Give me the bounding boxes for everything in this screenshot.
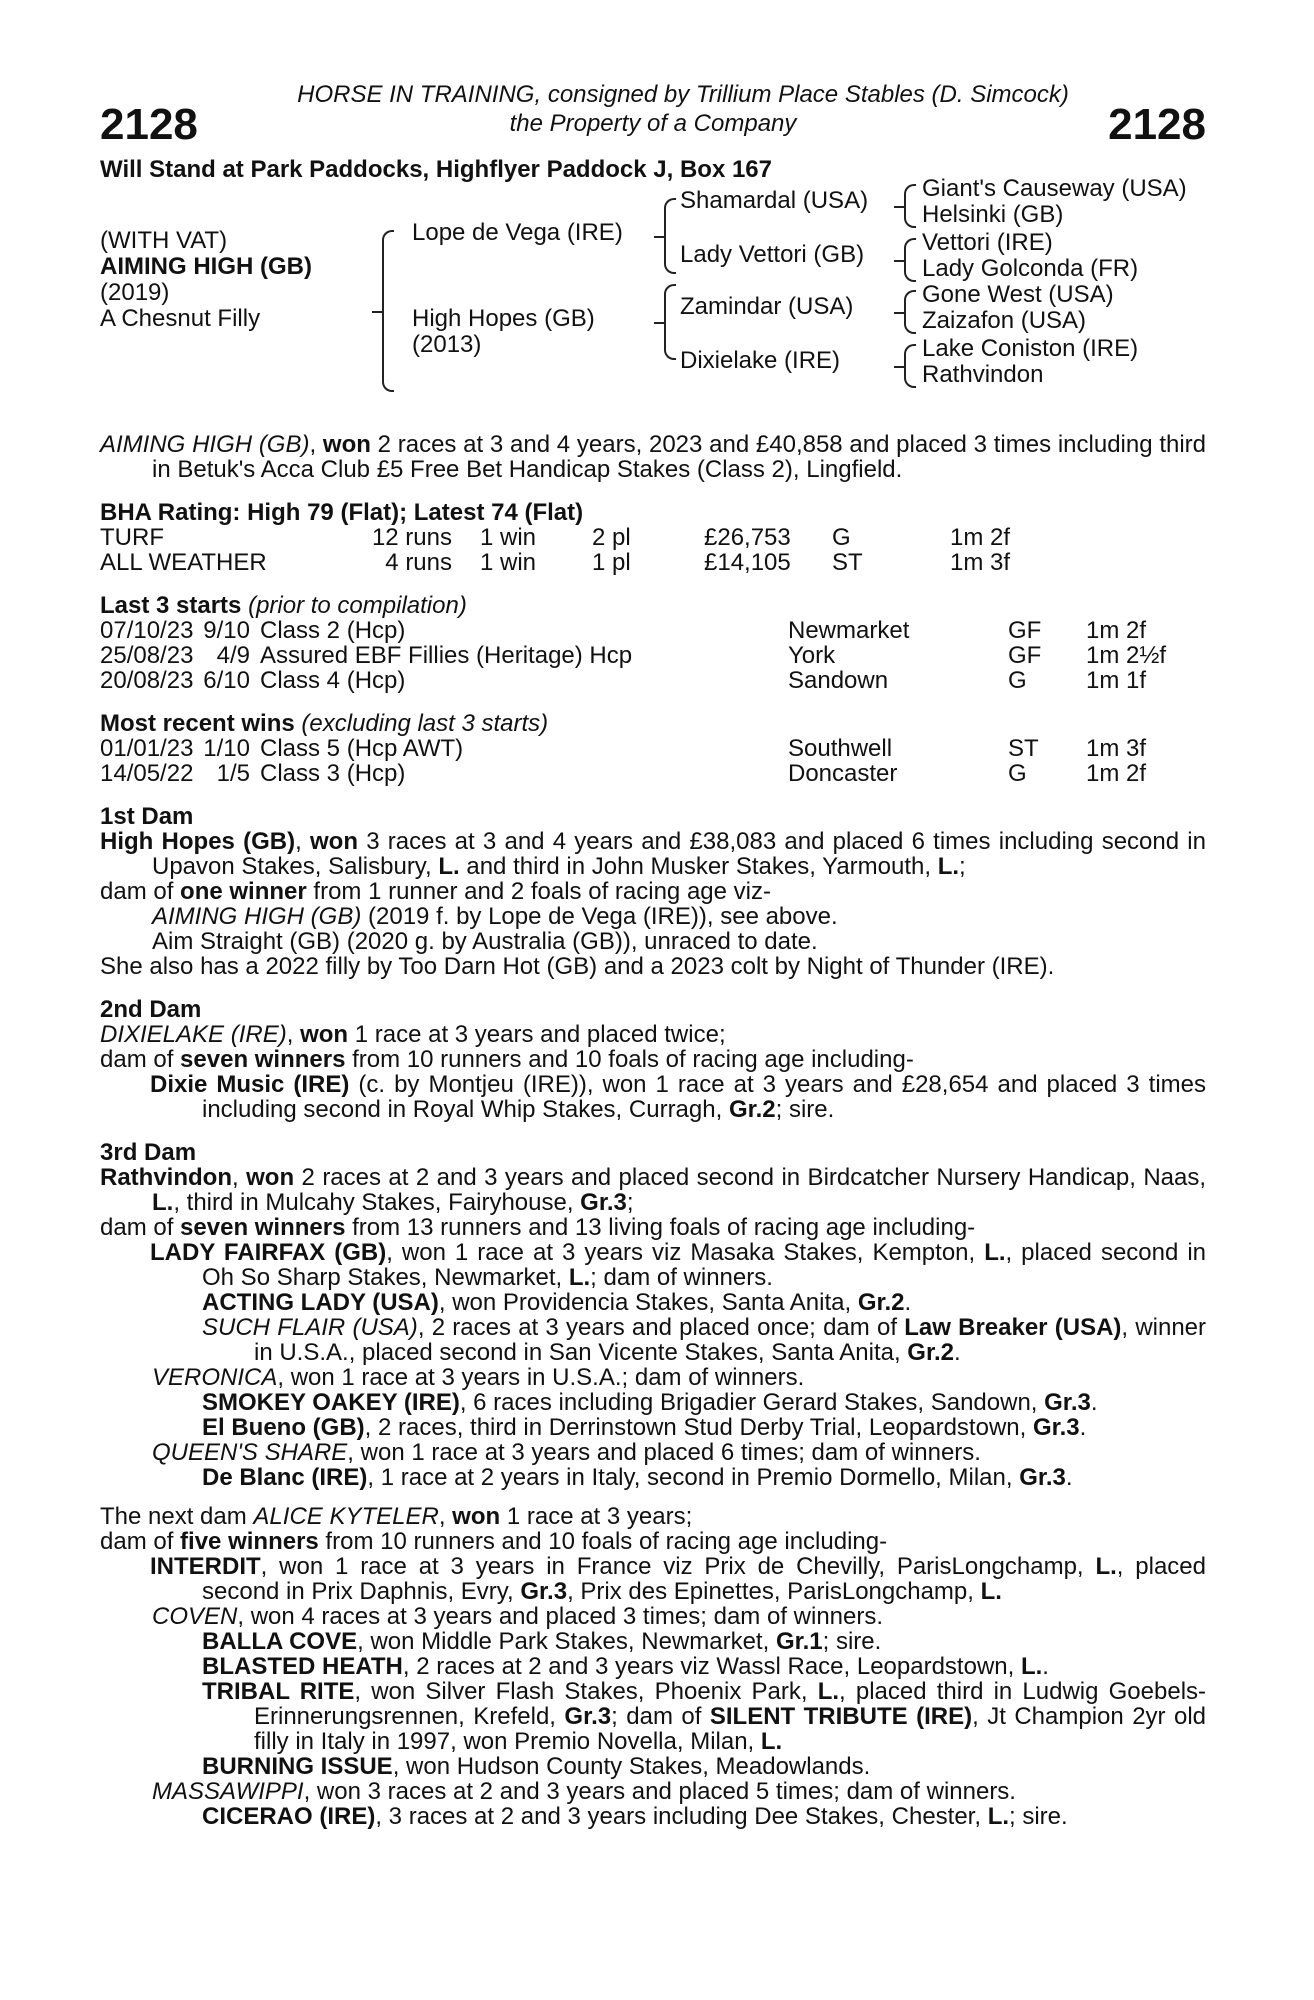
position-cell: 9/10 xyxy=(203,617,250,644)
dam-dam: Dixielake (IRE) xyxy=(680,347,841,374)
going-cell: GF xyxy=(1008,642,1042,669)
race-cell: Assured EBF Fillies (Heritage) Hcp xyxy=(260,642,633,669)
produce-entry xyxy=(100,1465,1206,1490)
produce-entry xyxy=(100,1072,1206,1122)
date-cell: 01/01/23 xyxy=(100,735,194,762)
produce-entry xyxy=(100,1415,1206,1440)
race-cell: Class 2 (Hcp) xyxy=(260,617,406,644)
text: 3 races at 3 and 4 years and £38,083 and placed 6 times including xyxy=(357,828,1094,855)
text: , placed xyxy=(1005,1239,1092,1266)
third-dam-section xyxy=(100,1140,1206,1490)
rating-heading: BHA Rating: High 79 (Flat); Latest 74 (Flat) xyxy=(100,499,584,526)
produce-name: BLASTED HEATH xyxy=(202,1653,403,1680)
text: , xyxy=(295,828,310,855)
grandparent-7: Lake Coniston (IRE) xyxy=(922,335,1139,362)
race-cell: Class 3 (Hcp) xyxy=(260,760,406,787)
text: . xyxy=(1065,1464,1073,1491)
recent-wins-table xyxy=(100,736,1146,786)
dam-record xyxy=(100,1022,1206,1047)
group-mark: Gr.2 xyxy=(907,1339,954,1366)
listed-mark: L. xyxy=(1020,1653,1043,1680)
text: dam of xyxy=(100,1046,181,1073)
text: Handicap, Naas, xyxy=(1027,1164,1207,1191)
section-heading: 1st Dam xyxy=(100,803,194,830)
group-mark: Gr.3 xyxy=(1019,1464,1066,1491)
runs-cell: 4 runs xyxy=(385,549,452,576)
text: , winner in U.S.A., placed second in San Vicente Stakes, Santa Anita, xyxy=(254,1314,1207,1366)
recent-wins-note: (excluding last 3 starts) xyxy=(301,710,549,737)
distance-cell: 1m 2f xyxy=(1086,617,1147,644)
property-line: the Property of a Company xyxy=(509,110,797,137)
table-row xyxy=(100,736,1146,761)
summary-won: won xyxy=(322,431,371,458)
produce-name: Law Breaker xyxy=(904,1314,1048,1341)
recent-wins-section xyxy=(100,711,1206,786)
text: , won Silver Flash Stakes, Phoenix Park, xyxy=(354,1678,818,1705)
dam-name: ALICE KYTELER xyxy=(253,1503,439,1530)
surface-cell: ALL WEATHER xyxy=(100,549,267,576)
section-heading: 2nd Dam xyxy=(100,996,202,1023)
winners-count: one winner xyxy=(180,878,307,905)
dam-year: (2013) xyxy=(412,331,482,358)
text: (2019 f. by Lope de Vega (IRE)), see above. xyxy=(361,903,838,930)
catalogue-page xyxy=(100,82,1206,1829)
last-starts-section xyxy=(100,593,1206,693)
course-cell: Sandown xyxy=(788,667,889,694)
prize-cell: £26,753 xyxy=(704,524,791,551)
text: , xyxy=(286,1021,301,1048)
produce-entry xyxy=(100,1654,1206,1679)
text: ; sire. xyxy=(1009,1803,1068,1830)
going-cell: ST xyxy=(1008,735,1039,762)
text: , won 1 race at 3 years and placed 6 times; dam of winners. xyxy=(347,1439,981,1466)
summary-text: 2 races at 3 and 4 years, 2023 and £40,858 and placed 3 times xyxy=(370,431,1052,458)
pedigree-brace xyxy=(904,184,916,228)
listed-mark: L. xyxy=(980,1578,1002,1605)
listed-mark: L. xyxy=(1095,1553,1117,1580)
going-cell: G xyxy=(832,524,851,551)
course-cell: Newmarket xyxy=(788,617,910,644)
text: dam of xyxy=(100,1214,181,1241)
text: from 13 runners and 13 living foals of racing age including- xyxy=(345,1214,976,1241)
text: , Jt xyxy=(972,1703,1006,1730)
text: second in Oh So Sharp Stakes, Newmarket, xyxy=(202,1239,1207,1291)
listed-mark: L. xyxy=(817,1678,840,1705)
produce-name: CICERAO (IRE) xyxy=(202,1803,376,1830)
won-label: won xyxy=(246,1164,295,1191)
group-mark: Gr.3 xyxy=(1044,1389,1091,1416)
text: . xyxy=(954,1339,961,1366)
text: ; sire. xyxy=(775,1096,835,1123)
text: ; xyxy=(959,853,966,880)
pedigree-table xyxy=(100,175,1206,394)
produce-entry xyxy=(100,1754,1206,1779)
produce-note: She also has a 2022 filly by Too Darn Hot (GB) and a 2023 colt by Night of Thunder (IRE). xyxy=(100,953,1055,980)
text: placed second in Prix Daphnis, Evry, xyxy=(202,1553,1206,1605)
group-mark: Gr.3 xyxy=(580,1189,627,1216)
text: ; sire. xyxy=(822,1628,882,1655)
date-cell: 07/10/23 xyxy=(100,617,194,644)
dam-sire: Zamindar (USA) xyxy=(680,293,854,320)
text: , xyxy=(1116,1553,1124,1580)
dam-record xyxy=(100,1165,1206,1215)
last-starts-heading xyxy=(100,593,1206,618)
vat-note: (WITH VAT) xyxy=(100,227,228,254)
text: times including second in Royal Whip Stakes, Curragh, xyxy=(202,1071,1206,1123)
produce-name: QUEEN'S SHARE xyxy=(152,1439,348,1466)
wins-cell: 1 win xyxy=(480,549,537,576)
winners-count: seven winners xyxy=(180,1046,346,1073)
pedigree-brace xyxy=(904,344,916,388)
position-cell: 4/9 xyxy=(216,642,250,669)
group-mark: Gr.3 xyxy=(520,1578,568,1605)
pedigree-brace xyxy=(904,238,916,282)
wins-cell: 1 win xyxy=(480,524,537,551)
summary-horse-name: AIMING HIGH (GB) xyxy=(100,431,310,458)
text: . xyxy=(904,1289,912,1316)
lot-header xyxy=(100,100,1206,151)
produce-name: AIMING HIGH (GB) xyxy=(152,903,362,930)
produce-name: VERONICA xyxy=(152,1364,278,1391)
produce-summary xyxy=(100,1215,1206,1240)
grandparent-1: Giant's Causeway (USA) xyxy=(922,175,1187,202)
distance-cell: 1m 2f xyxy=(1086,760,1147,787)
produce-summary xyxy=(100,879,1206,904)
text: 2 races at 2 and 3 years and placed second in Birdcatcher Nursery xyxy=(294,1164,1021,1191)
group-mark: Gr.2 xyxy=(857,1289,905,1316)
produce-name: MASSAWIPPI xyxy=(152,1778,304,1805)
date-cell: 25/08/23 xyxy=(100,642,194,669)
position-cell: 1/5 xyxy=(216,760,250,787)
listed-mark: L. xyxy=(438,853,460,880)
dam-name: DIXIELAKE (IRE) xyxy=(100,1021,287,1048)
distance-cell: 1m 3f xyxy=(1086,735,1147,762)
text: , won 1 race at 3 years viz Masaka Stakes, Kempton, xyxy=(386,1239,985,1266)
going-cell: GF xyxy=(1008,617,1042,644)
winners-count: seven winners xyxy=(180,1214,346,1241)
grandparent-8: Rathvindon xyxy=(922,361,1044,388)
text: , third in Mulcahy Stakes, Fairyhouse, xyxy=(173,1189,581,1216)
going-cell: G xyxy=(1008,760,1027,787)
places-cell: 1 pl xyxy=(592,549,631,576)
section-heading: 3rd Dam xyxy=(100,1139,197,1166)
dam-name: High Hopes (GB) xyxy=(100,828,296,855)
race-cell: Class 4 (Hcp) xyxy=(260,667,406,694)
text: from 1 runner and 2 foals of racing age viz- xyxy=(306,878,771,905)
produce-entry xyxy=(100,1390,1206,1415)
listed-mark: L. xyxy=(568,1264,591,1291)
produce-entry xyxy=(100,904,1206,929)
stand-location: Will Stand at Park Paddocks, Highflyer Paddock J, Box 167 xyxy=(100,156,772,183)
distance-cell: 1m 2½f xyxy=(1086,642,1167,669)
produce-name: BURNING ISSUE xyxy=(202,1753,393,1780)
produce-entry xyxy=(100,1679,1206,1754)
course-cell: York xyxy=(788,642,836,669)
grandparent-3: Vettori (IRE) xyxy=(922,229,1053,256)
produce-entry xyxy=(100,1290,1206,1315)
produce-name: De Blanc (IRE) xyxy=(202,1464,368,1491)
recent-wins-heading xyxy=(100,711,1206,736)
listed-mark: L. xyxy=(937,853,960,880)
surface-cell: TURF xyxy=(100,524,164,551)
text: from 10 runners and 10 foals of racing age including- xyxy=(318,1528,888,1555)
text: , 2 races at 3 years and placed once; dam of xyxy=(417,1314,905,1341)
text: The next dam xyxy=(100,1503,254,1530)
listed-mark: L. xyxy=(987,1803,1010,1830)
pedigree-brace xyxy=(904,290,916,334)
produce-name: BALLA COVE xyxy=(202,1628,358,1655)
table-row xyxy=(100,525,1010,550)
produce-entry xyxy=(100,1779,1206,1804)
won-label: won xyxy=(300,1021,349,1048)
sire-dam: Lady Vettori (GB) xyxy=(680,241,865,268)
table-row xyxy=(100,550,1010,575)
going-cell: G xyxy=(1008,667,1027,694)
first-dam-section xyxy=(100,804,1206,979)
position-cell: 1/10 xyxy=(203,735,250,762)
text: , Prix des Epinettes, ParisLongchamp, xyxy=(567,1578,981,1605)
table-row xyxy=(100,761,1146,786)
text: and third in John Musker Stakes, Yarmouth, xyxy=(459,853,938,880)
produce-entry: Aim Straight (GB) (2020 g. by Australia (GB)), unraced to date. xyxy=(152,928,818,955)
pedigree-brace xyxy=(664,284,676,360)
produce-name: SUCH FLAIR (USA) xyxy=(202,1314,418,1341)
produce-name: SILENT TRIBUTE (IRE) xyxy=(709,1703,973,1730)
prize-cell: £14,105 xyxy=(704,549,791,576)
text: . xyxy=(1079,1414,1087,1441)
foaling-year: (2019) xyxy=(100,279,170,306)
text: , won 1 race at 3 years in U.S.A.; dam of winners. xyxy=(277,1364,805,1391)
sire: Lope de Vega (IRE) xyxy=(412,219,623,246)
produce-entry xyxy=(100,1629,1206,1654)
text: , xyxy=(438,1503,453,1530)
winners-count: five winners xyxy=(180,1528,319,1555)
grandparent-2: Helsinki (GB) xyxy=(922,201,1064,228)
text: from 10 runners and 10 foals of racing age including- xyxy=(345,1046,914,1073)
text: Goebels-Erinnerungsrennen, Krefeld, xyxy=(254,1678,1207,1730)
produce-entry xyxy=(100,1240,1206,1290)
produce-name: INTERDIT xyxy=(150,1553,261,1580)
text: 1 race at 3 years; xyxy=(500,1503,693,1530)
group-mark: Gr.2 xyxy=(728,1096,776,1123)
race-cell: Class 5 (Hcp AWT) xyxy=(260,735,464,762)
text: (c. by Montjeu (IRE)), won 1 race at 3 years and £28,654 and placed 3 xyxy=(349,1071,1140,1098)
going-cell: ST xyxy=(832,549,863,576)
text: ; dam of xyxy=(611,1703,710,1730)
won-label: won xyxy=(309,828,358,855)
sire-sire: Shamardal (USA) xyxy=(680,187,869,214)
dam-record xyxy=(100,829,1206,879)
produce-entry xyxy=(100,1554,1206,1604)
grandparent-6: Zaizafon (USA) xyxy=(922,307,1087,334)
race-summary: AIMING HIGH (GB), won 2 races at 3 and 4 years, 2023 and £40,858 and placed 3 times including third in Betuk's Acca Club £5 Free Bet Handicap Stakes (Class 2), Lingfield. xyxy=(100,431,1207,483)
group-mark: Gr.3 xyxy=(1032,1414,1080,1441)
table-row xyxy=(100,643,1166,668)
course-cell: Southwell xyxy=(788,735,893,762)
text: , 2 races, third in Derrinstown Stud Derby Trial, Leopardstown, xyxy=(364,1414,1033,1441)
course-cell: Doncaster xyxy=(788,760,898,787)
produce-entry xyxy=(100,1440,1206,1465)
produce-entry xyxy=(100,1315,1206,1365)
won-label: won xyxy=(452,1503,501,1530)
text: . xyxy=(1090,1389,1098,1416)
date-cell: 14/05/22 xyxy=(100,760,194,787)
dam-name: Rathvindon xyxy=(100,1164,232,1191)
last-starts-title: Last 3 starts xyxy=(100,592,242,619)
produce-name: TRIBAL RITE xyxy=(202,1678,355,1705)
horse-description: A Chesnut Filly xyxy=(100,305,261,332)
places-cell: 2 pl xyxy=(592,524,631,551)
pedigree-brace xyxy=(664,198,676,274)
date-cell: 20/08/23 xyxy=(100,667,194,694)
text: , 1 race at 2 years in Italy, second in Premio Dormello, Milan, xyxy=(367,1464,1020,1491)
text: , 6 races including Brigadier Gerard Stakes, Sandown, xyxy=(459,1389,1045,1416)
text: , won Middle Park Stakes, Newmarket, xyxy=(357,1628,776,1655)
group-mark: Gr.3 xyxy=(564,1703,612,1730)
text: ; dam of winners. xyxy=(590,1264,773,1291)
text: , won Providencia Stakes, Santa Anita, xyxy=(438,1289,858,1316)
table-row xyxy=(100,668,1166,693)
produce-summary xyxy=(100,1529,1206,1554)
text: , 3 races at 2 and 3 years including Dee Stakes, Chester, xyxy=(375,1803,988,1830)
text: , placed third in Ludwig xyxy=(839,1678,1099,1705)
distance-cell: 1m 2f xyxy=(950,524,1011,551)
runs-cell: 12 runs xyxy=(371,524,452,551)
text: , won 3 races at 2 and 3 years and placed 5 times; dam of winners. xyxy=(303,1778,1016,1805)
listed-mark: L. xyxy=(984,1239,1006,1266)
text: dam of xyxy=(100,1528,181,1555)
table-row xyxy=(100,618,1166,643)
produce-name: SMOKEY OAKEY (IRE) xyxy=(202,1389,460,1416)
produce-suffix: (USA) xyxy=(1054,1314,1122,1341)
produce-entry xyxy=(100,1604,1206,1629)
position-cell: 6/10 xyxy=(203,667,250,694)
produce-entry xyxy=(100,1804,1206,1829)
rating-section xyxy=(100,500,1206,575)
text: Champion 2yr old filly in Italy in 1997, won Premio Novella, Milan, xyxy=(254,1703,1207,1755)
dam: High Hopes (GB) xyxy=(412,305,595,332)
produce-name: Dixie Music (IRE) xyxy=(150,1071,350,1098)
recent-wins-title: Most recent wins xyxy=(100,710,295,737)
text: 1 race at 3 years and placed twice; xyxy=(348,1021,726,1048)
text: ; xyxy=(626,1189,634,1216)
text: , won 1 race at 3 years in France viz Prix de Chevilly, ParisLongchamp, xyxy=(260,1553,1096,1580)
group-mark: Gr.1 xyxy=(775,1628,823,1655)
produce-name: ACTING LADY (USA) xyxy=(202,1289,439,1316)
listed-mark: L. xyxy=(760,1728,783,1755)
distance-cell: 1m 1f xyxy=(1086,667,1147,694)
text: , won 4 races at 3 years and placed 3 times; dam of winners. xyxy=(237,1603,884,1630)
text: dam of xyxy=(100,878,181,905)
lot-number-right: 2128 xyxy=(1108,100,1206,149)
consignment-line: HORSE IN TRAINING, consigned by Trillium Place Stables (D. Simcock) xyxy=(297,81,1069,108)
produce-entry xyxy=(100,1365,1206,1390)
text: , xyxy=(232,1164,247,1191)
next-dam-section xyxy=(100,1504,1206,1829)
produce-name: COVEN xyxy=(152,1603,238,1630)
rating-table xyxy=(100,525,1010,575)
text: second in Upavon Stakes, Salisbury, xyxy=(152,828,1206,880)
last-starts-note: (prior to compilation) xyxy=(248,592,467,619)
lot-number-left: 2128 xyxy=(100,100,198,149)
summary-text-2: including third in Betuk's Acca Club £5 Free Bet Handicap Stakes (Class 2), Lingfield. xyxy=(152,431,1207,483)
second-dam-section xyxy=(100,997,1206,1122)
listed-mark: L. xyxy=(152,1189,174,1216)
produce-summary xyxy=(100,1047,1206,1072)
produce-name: El Bueno (GB) xyxy=(202,1414,365,1441)
produce-name: LADY FAIRFAX (GB) xyxy=(150,1239,387,1266)
grandparent-4: Lady Golconda (FR) xyxy=(922,255,1139,282)
text: . xyxy=(1042,1653,1049,1680)
pedigree-brace xyxy=(382,230,394,392)
dam-record xyxy=(100,1504,1206,1529)
grandparent-5: Gone West (USA) xyxy=(922,281,1114,308)
horse-name: AIMING HIGH (GB) xyxy=(100,253,312,280)
distance-cell: 1m 3f xyxy=(950,549,1011,576)
text: , won Hudson County Stakes, Meadowlands. xyxy=(392,1753,871,1780)
last-starts-table xyxy=(100,618,1166,693)
text: , 2 races at 2 and 3 years viz Wassl Race, Leopardstown, xyxy=(402,1653,1021,1680)
